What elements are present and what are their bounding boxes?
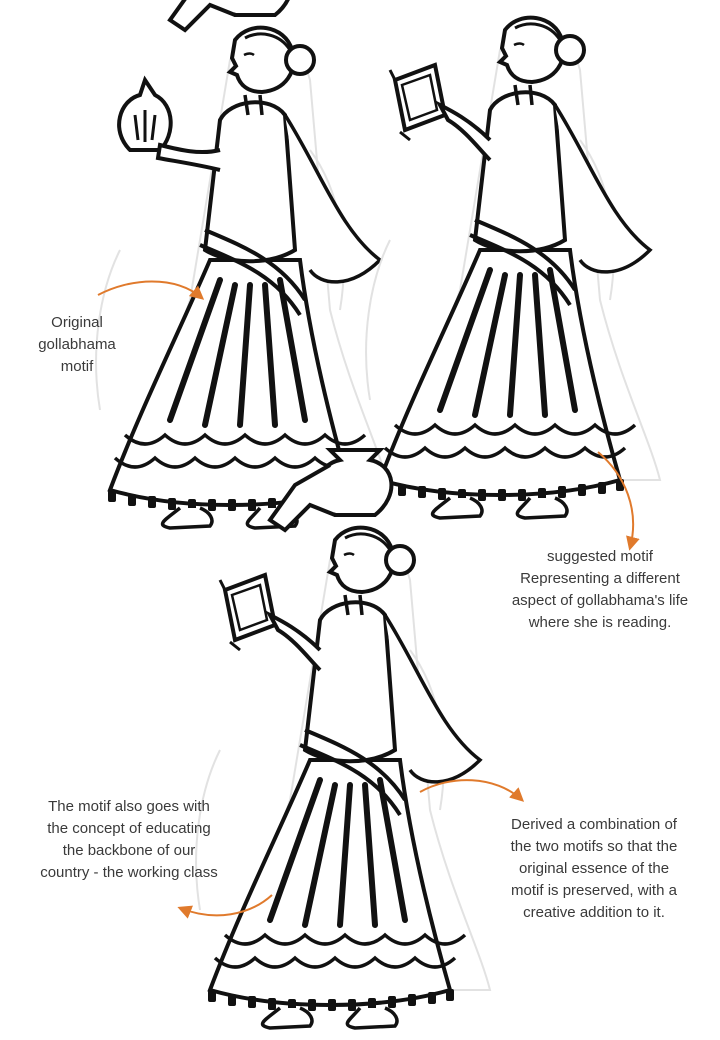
caption-line: motif — [60, 358, 94, 375]
caption-line: the concept of educating — [47, 820, 211, 837]
arrow-original — [98, 282, 202, 299]
derived-combined-figure — [196, 450, 490, 1028]
caption-line: country - the working class — [40, 864, 218, 881]
caption-line: the two motifs so that the — [510, 838, 678, 855]
caption-line: suggested motif — [547, 548, 653, 565]
caption-line: Original — [51, 314, 103, 331]
caption-derived — [482, 814, 706, 924]
caption-line: the backbone of our — [62, 842, 196, 859]
caption-line: The motif also goes with — [48, 798, 210, 815]
caption-line: creative addition to it. — [523, 904, 665, 921]
caption-suggested — [490, 546, 710, 634]
caption-education — [14, 796, 244, 884]
caption-line: Derived a combination of — [511, 816, 677, 833]
caption-line: gollabhama — [38, 336, 116, 353]
caption-line: original essence of the — [518, 860, 670, 877]
caption-line: motif is preserved, with a — [511, 882, 677, 899]
caption-line: aspect of gollabhama's life — [511, 592, 689, 609]
suggested-reading-figure — [366, 18, 660, 518]
caption-line: where she is reading. — [528, 614, 672, 631]
caption-line: Representing a different — [520, 570, 680, 587]
caption-original — [22, 312, 132, 378]
